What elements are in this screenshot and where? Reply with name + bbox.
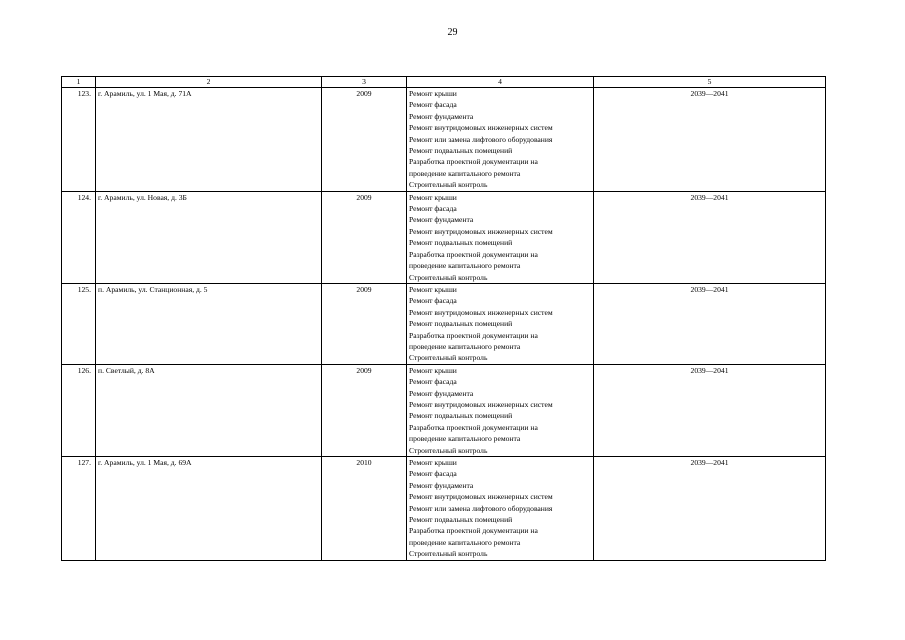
work-item: Ремонт фасада: [409, 204, 457, 214]
work-item: Ремонт фасада: [409, 296, 457, 306]
work-item: Ремонт крыши: [409, 192, 457, 202]
table-row: [62, 88, 826, 192]
work-item: Ремонт или замена лифтового оборудования: [409, 503, 553, 513]
works-cell: [407, 283, 594, 364]
row-number-cell: 123.: [62, 88, 96, 192]
work-item: Разработка проектной документации на: [409, 422, 538, 432]
address-cell: п. Светлый, д. 8А: [96, 364, 322, 456]
work-item: Ремонт крыши: [409, 365, 457, 375]
period-cell: 2039—2041: [594, 191, 826, 283]
work-item: Ремонт подвальных помещений: [409, 411, 513, 421]
year-cell: 2009: [322, 191, 407, 283]
work-item: Ремонт фасада: [409, 100, 457, 110]
work-item: Ремонт внутридомовых инженерных систем: [409, 399, 553, 409]
header-cell-3: 3: [322, 77, 407, 88]
period-cell: 2039—2041: [594, 457, 826, 561]
work-item: Ремонт подвальных помещений: [409, 146, 513, 156]
work-item: Строительный контроль: [409, 445, 488, 455]
works-cell: [407, 457, 594, 561]
page-number: 29: [447, 27, 458, 38]
period-cell: 2039—2041: [594, 364, 826, 456]
year-cell: 2010: [322, 457, 407, 561]
work-item: Ремонт внутридомовых инженерных систем: [409, 123, 553, 133]
table-row: [62, 283, 826, 364]
work-item: Ремонт фундамента: [409, 215, 474, 225]
work-item: проведение капитального ремонта: [409, 434, 521, 444]
address-cell: г. Арамиль, ул. 1 Мая, д. 69А: [96, 457, 322, 561]
address-cell: г. Арамиль, ул. 1 Мая, д. 71А: [96, 88, 322, 192]
header-cell-5: 5: [594, 77, 826, 88]
row-number-cell: 125.: [62, 283, 96, 364]
work-item: Ремонт подвальных помещений: [409, 319, 513, 329]
address-cell: п. Арамиль, ул. Станционная, д. 5: [96, 283, 322, 364]
works-cell: [407, 364, 594, 456]
work-item: Ремонт фасада: [409, 377, 457, 387]
header-cell-2: 2: [96, 77, 322, 88]
work-item: проведение капитального ремонта: [409, 537, 521, 547]
header-cell-1: 1: [62, 77, 96, 88]
period-cell: 2039—2041: [594, 88, 826, 192]
work-item: Ремонт или замена лифтового оборудования: [409, 134, 553, 144]
table-row: [62, 191, 826, 283]
row-number-cell: 126.: [62, 364, 96, 456]
row-number-cell: 127.: [62, 457, 96, 561]
work-item: Ремонт крыши: [409, 458, 457, 467]
year-cell: 2009: [322, 283, 407, 364]
year-cell: 2009: [322, 364, 407, 456]
work-item: Разработка проектной документации на: [409, 526, 538, 536]
work-item: Ремонт внутридомовых инженерных систем: [409, 226, 553, 236]
work-item: Строительный контроль: [409, 549, 488, 559]
work-item: Ремонт фундамента: [409, 480, 474, 490]
work-item: Ремонт фасада: [409, 469, 457, 479]
work-item: Строительный контроль: [409, 180, 488, 190]
period-cell: 2039—2041: [594, 283, 826, 364]
work-item: Разработка проектной документации на: [409, 249, 538, 259]
work-item: Ремонт внутридомовых инженерных систем: [409, 307, 553, 317]
work-item: Ремонт внутридомовых инженерных систем: [409, 492, 553, 502]
row-number-cell: 124.: [62, 191, 96, 283]
table-row: [62, 457, 826, 561]
capital-repair-table: [61, 76, 826, 561]
work-item: проведение капитального ремонта: [409, 168, 521, 178]
work-item: Строительный контроль: [409, 353, 488, 363]
work-item: Разработка проектной документации на: [409, 330, 538, 340]
work-item: Разработка проектной документации на: [409, 157, 538, 167]
work-item: Ремонт крыши: [409, 89, 457, 98]
work-item: Ремонт крыши: [409, 284, 457, 294]
table-row: [62, 364, 826, 456]
works-cell: [407, 88, 594, 192]
header-cell-4: 4: [407, 77, 594, 88]
table-header-row: [62, 77, 826, 88]
work-item: проведение капитального ремонта: [409, 341, 521, 351]
work-item: проведение капитального ремонта: [409, 261, 521, 271]
works-cell: [407, 191, 594, 283]
work-item: Ремонт фундамента: [409, 388, 474, 398]
address-cell: г. Арамиль, ул. Новая, д. 3Б: [96, 191, 322, 283]
work-item: Строительный контроль: [409, 272, 488, 282]
work-item: Ремонт подвальных помещений: [409, 515, 513, 525]
year-cell: 2009: [322, 88, 407, 192]
work-item: Ремонт фундамента: [409, 111, 474, 121]
work-item: Ремонт подвальных помещений: [409, 238, 513, 248]
